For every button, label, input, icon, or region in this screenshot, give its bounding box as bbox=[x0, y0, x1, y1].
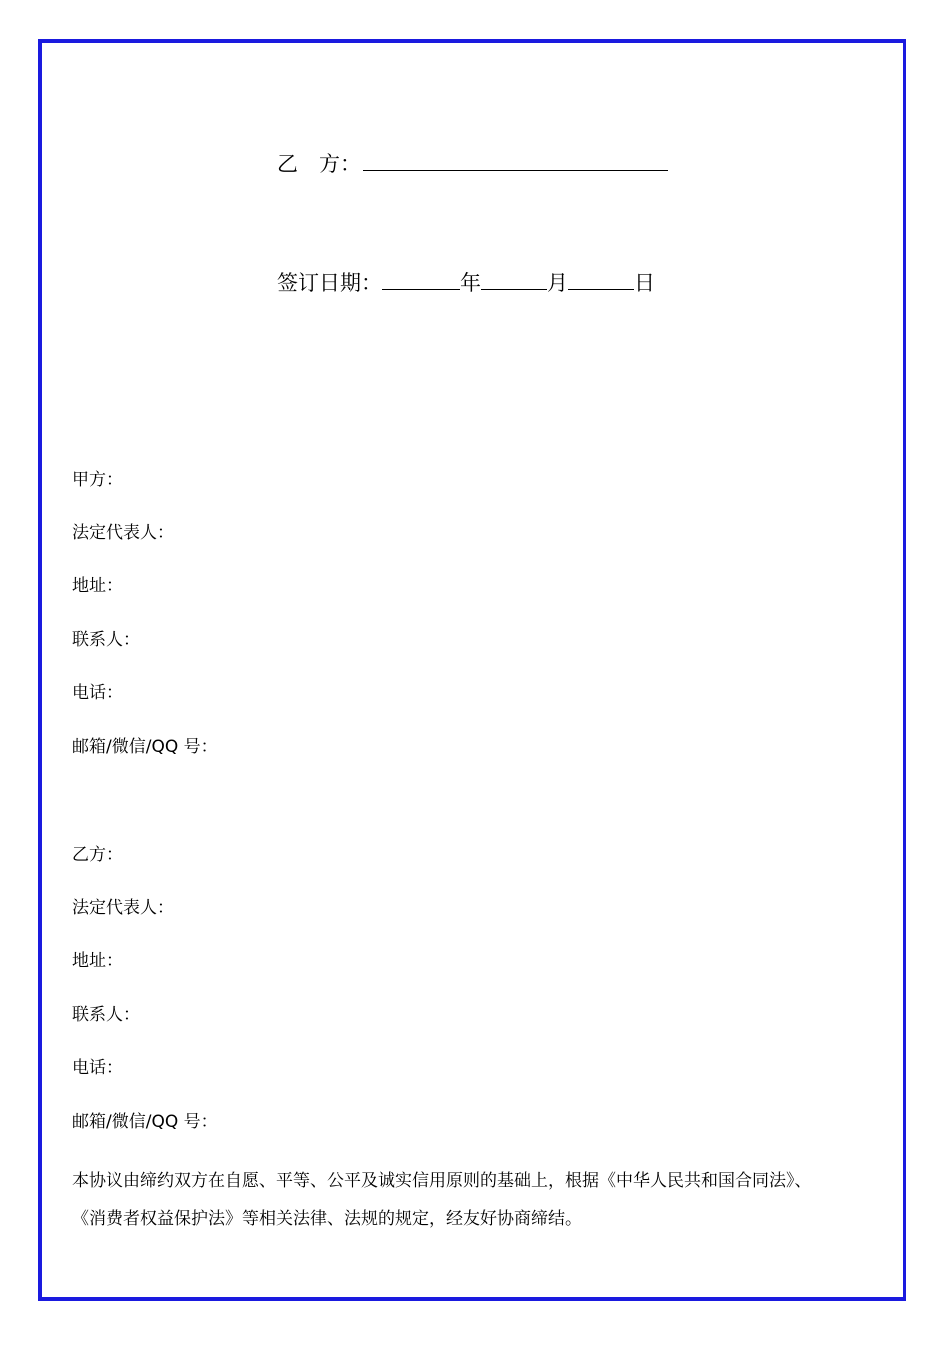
party-b-rep-label: 法定代表人： bbox=[72, 898, 174, 918]
party-b-signature-blank[interactable] bbox=[363, 150, 668, 171]
party-a-contact-label: 联系人： bbox=[72, 630, 140, 650]
party-b-title: 乙方： bbox=[72, 845, 123, 865]
month-label: 月 bbox=[547, 271, 568, 295]
day-label: 日 bbox=[634, 271, 655, 295]
party-a-email-label: 邮箱/微信/QQ 号： bbox=[72, 737, 218, 757]
party-a-phone-label: 电话： bbox=[72, 683, 123, 703]
party-a-rep-label: 法定代表人： bbox=[72, 523, 174, 543]
agreement-intro bbox=[72, 1162, 892, 1238]
party-b-address-label: 地址： bbox=[72, 951, 123, 971]
year-blank[interactable] bbox=[382, 269, 460, 290]
party-b-signature-line bbox=[277, 150, 668, 178]
signing-date-line bbox=[277, 269, 655, 297]
year-label: 年 bbox=[460, 271, 481, 295]
party-a-title: 甲方： bbox=[72, 470, 123, 490]
party-b-email-label: 邮箱/微信/QQ 号： bbox=[72, 1112, 218, 1132]
day-blank[interactable] bbox=[568, 269, 634, 290]
month-blank[interactable] bbox=[481, 269, 547, 290]
party-b-signature-label: 乙 方： bbox=[277, 152, 361, 176]
party-b-phone-label: 电话： bbox=[72, 1058, 123, 1078]
signing-date-label: 签订日期： bbox=[277, 271, 382, 295]
agreement-intro-line-2: 《消费者权益保护法》等相关法律、法规的规定，经友好协商缔结。 bbox=[72, 1209, 582, 1229]
agreement-intro-line-1: 本协议由缔约双方在自愿、平等、公平及诚实信用原则的基础上，根据《中华人民共和国合同法》、 bbox=[72, 1171, 812, 1191]
party-a-address-label: 地址： bbox=[72, 576, 123, 596]
party-b-contact-label: 联系人： bbox=[72, 1005, 140, 1025]
